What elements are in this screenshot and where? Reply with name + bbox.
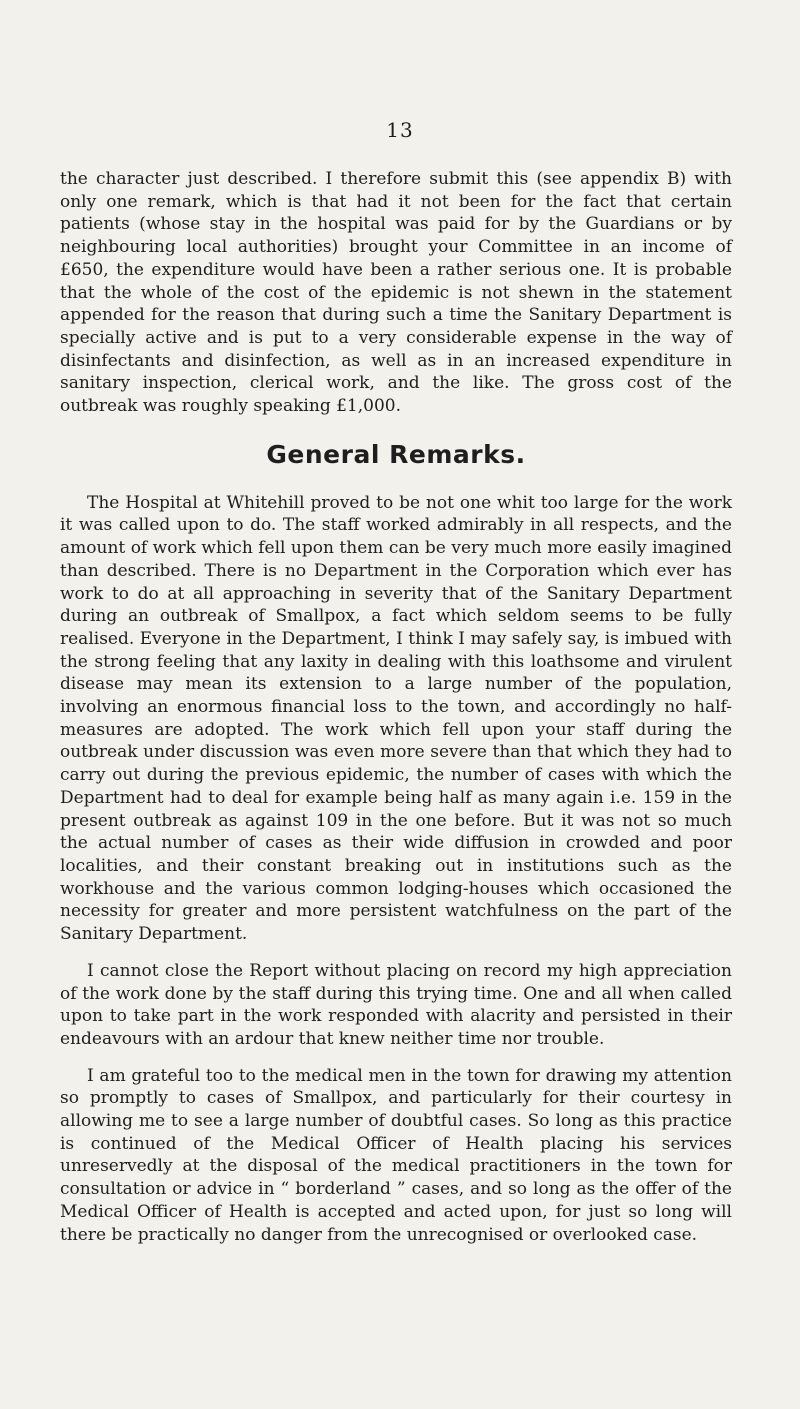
section-heading: General Remarks. <box>266 439 526 469</box>
paragraph-hospital-staff: The Hospital at Whitehill proved to be not one whit too large for the work it was called upon to do. The staff worked admirably in all respects, and the amount of work which fell upon them can be very much more easily imagined than described. There is no Department in the Corporation which ever has work to do at all approaching in severity that of the Sanitary Department during an outbreak of Smallpox, a fact which seldom seems to be fully realised. Everyone in the Department, I think I may safely say, is imbued with the strong feeling that any laxity in dealing with this loathsome and virulent disease may mean its extension to a large number of the population, involving an enormous financial loss to the town, and accordingly no half-measures are adopted. The work which fell upon your staff during the outbreak under discussion was even more severe than that which they had to carry out during the previous epidemic, the number of cases with which the Department had to deal for example being half as many again i.e. 159 in the present outbreak as against 109 in the one before. But it was not so much the actual number of cases as their wide diffusion in crowded and poor localities, and their constant breaking out in institutions such as the workhouse and the various common lodging-houses which occasioned the necessity for greater and more persistent watchfulness on the part of the Sanitary Department. <box>60 492 732 945</box>
paragraph-medical-men: I am grateful too to the medical men in the town for drawing my attention so promptly to cases of Smallpox, and particularly for their courtesy in allowing me to see a large number of doubtful cases. So long as this practice is continued of the Medical Officer of Health placing his services unreservedly at the disposal of the medical practitioners in the town for consultation or advice in “ borderland ” cases, and so long as the offer of the Medical Officer of Health is accepted and acted upon, for just so long will there be practically no danger from the unrecognised or overlooked case. <box>60 1065 732 1245</box>
page-number: 13 <box>386 118 414 142</box>
intro-paragraph: the character just described. I therefore submit this (see appendix B) with only one remark, which is that had it not been for the fact that certain patients (whose stay in the hospital was paid for by the Guardians or by neighbouring local authorities) brought your Committee in an income of £650, the expenditure would have been a rather serious one. It is probable that the whole of the cost of the epidemic is not shewn in the statement appended for the reason that during such a time the Sanitary Department is specially active and is put to a very considerable expense in the way of disinfectants and disinfection, as well as in an increased expenditure in sanitary inspection, clerical work, and the like. The gross cost of the outbreak was roughly speaking £1,000. <box>60 169 732 417</box>
body-text <box>60 168 732 1246</box>
paragraph-appreciation: I cannot close the Report without placing on record my high appreciation of the work done by the staff during this trying time. One and all when called upon to take part in the work responded with alacrity and persisted in their endeavours with an ardour that knew neither time nor trouble. <box>60 960 732 1049</box>
